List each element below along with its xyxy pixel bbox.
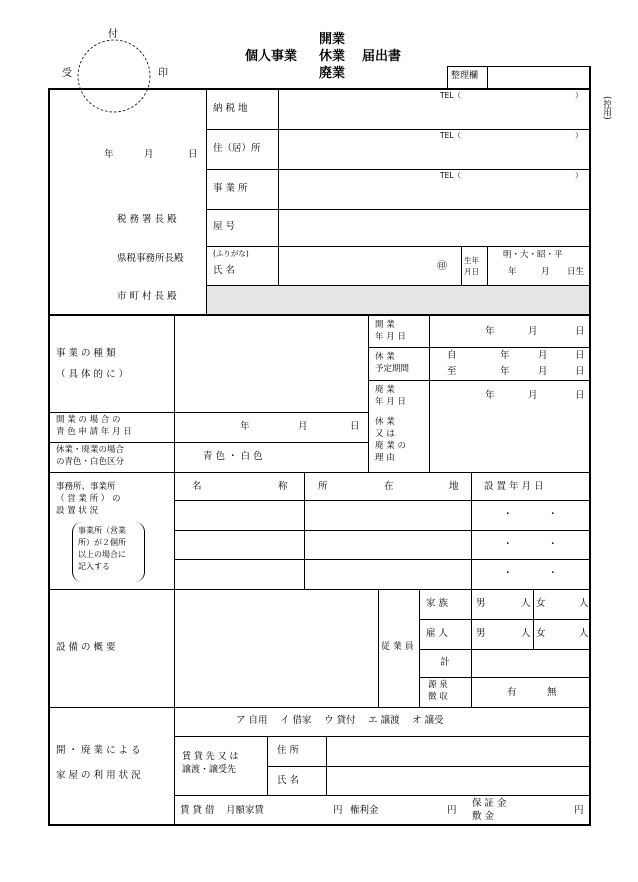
kaigyo-hi: 日	[575, 326, 585, 337]
yago-label: 屋 号	[213, 221, 236, 232]
aoiro-label-1: 開 業 の 場 合 の	[56, 415, 121, 425]
seinen-2: 月日	[464, 267, 479, 276]
kaoku-options: ア 自用 イ 借家 ウ 貸付 エ 譲渡 オ 譲受	[236, 715, 444, 726]
office-header-zai: 在	[384, 481, 394, 492]
title-todoke: 届出書	[362, 49, 402, 64]
shimei-label: 氏 名	[213, 265, 236, 276]
stamp-in: 印	[158, 68, 168, 79]
kenrikin-label: 権利金	[350, 805, 379, 816]
aoiro-hi: 日	[350, 421, 360, 432]
shikikin-label: 敷 金	[472, 811, 495, 822]
kyugyo-hi-2: 日	[575, 366, 585, 377]
title-kyugyou: 休業	[319, 49, 346, 64]
shurui-label: 事 業 の 種 類	[56, 348, 116, 359]
kubun-label-1: 休業・廃業の場合	[56, 445, 125, 455]
yatoi-onna-nin: 人	[579, 628, 589, 639]
office-header-mei: 名	[192, 481, 202, 492]
seal-mark: ㊞	[437, 261, 447, 272]
hoshokin-label: 保 証 金	[472, 798, 507, 809]
kazoku-label: 家 族	[426, 598, 449, 609]
gensen-nashi: 無	[547, 687, 557, 698]
kyugyo-tsuki-1: 月	[538, 350, 548, 361]
seinen-1: 生年	[464, 256, 479, 265]
tel-2: TEL（	[440, 131, 461, 140]
kei-label: 計	[440, 657, 450, 668]
kyugyo-label-1: 休 業	[375, 352, 395, 362]
kazoku-otoko-nin: 人	[521, 598, 531, 609]
office-label-2: （ 営 業 所 ） の	[56, 494, 121, 504]
gutaiteki-label: （ 具 体 的 に ）	[56, 369, 129, 380]
tel-3: TEL（	[440, 171, 461, 180]
gensen-ari: 有	[507, 687, 517, 698]
riyu-1: 休 業	[375, 417, 395, 427]
hoshokin-en: 円	[574, 805, 584, 816]
yatoi-label: 雇 人	[426, 628, 449, 639]
office-header-sho2: 所	[318, 481, 328, 492]
date-nen: 年	[104, 149, 114, 160]
kyugyo-nen-1: 年	[500, 350, 510, 361]
kaoku-label-2: 家 屋 の 利 用 状 況	[56, 770, 141, 781]
kazoku-otoko: 男	[476, 598, 486, 609]
title-haigyou: 廃業	[319, 66, 346, 81]
tel-2-close: ）	[575, 131, 583, 140]
office-note-2: 所）が２個所	[78, 538, 126, 547]
jigyosho-label: 事 業 所	[213, 183, 248, 194]
kyugyo-tsuki-2: 月	[538, 366, 548, 377]
jugyoin-label: 従 業 員	[381, 642, 414, 652]
kaigyo-tsuki: 月	[528, 326, 538, 337]
tel-1: TEL（	[440, 91, 461, 100]
tel-3-close: ）	[575, 171, 583, 180]
yatoi-otoko-nin: 人	[521, 628, 531, 639]
aoiro-nen: 年	[240, 421, 250, 432]
kyugyo-hi-1: 日	[575, 350, 585, 361]
era-label: 明・大・昭・平	[503, 250, 563, 260]
title-kojin: 個人事業	[245, 49, 298, 64]
riyu-3: 廃 業 の	[375, 441, 406, 451]
gray-bottom-cell	[206, 285, 589, 315]
stamp-tsuke: 付	[108, 29, 118, 40]
kyugyo-label-2: 予定期間	[375, 364, 410, 374]
kubun-label-2: の青色・白色区分	[56, 457, 125, 467]
office-dot-3b: ・	[548, 568, 558, 579]
tel-1-close: ）	[575, 91, 583, 100]
chintai-label: 賃 貸 借	[180, 805, 215, 816]
haigyo-hi: 日	[575, 390, 585, 401]
stamp-uke: 受	[62, 68, 72, 79]
kaoku-shimei: 氏 名	[277, 775, 300, 786]
jusho-label: 住（居）所	[213, 143, 261, 154]
haigyo-tsuki: 月	[528, 390, 538, 401]
kazoku-onna: 女	[536, 598, 546, 609]
kaigyo-date-label-1: 開 業	[375, 320, 395, 330]
office-dot-3a: ・	[503, 568, 513, 579]
seiri-label: 整理欄	[451, 71, 479, 81]
office-note-4: 記入する	[78, 562, 110, 571]
kyugyo-made: 至	[447, 366, 457, 377]
kenzei-label: 県税事務所長殿	[117, 253, 184, 264]
birth-nen: 年	[508, 267, 517, 277]
birth-tsuki: 月	[541, 267, 550, 277]
kaoku-jusho: 住 所	[277, 745, 300, 756]
nozeichi-label: 納 税 地	[213, 103, 248, 114]
aoiro-label-2: 青 色 申 請 年 月 日	[56, 427, 132, 437]
yatoi-otoko: 男	[476, 628, 486, 639]
kyugyo-nen-2: 年	[500, 366, 510, 377]
gensen-1: 源 泉	[428, 680, 448, 690]
gensen-2: 徴 収	[428, 692, 448, 702]
kenrikin-en: 円	[447, 805, 457, 816]
date-hi: 日	[188, 149, 198, 160]
office-dot-2b: ・	[548, 539, 558, 550]
office-note-1: 事業所（営業	[78, 526, 126, 535]
tsukigaku-label: 月額家賃	[226, 805, 265, 816]
yatoi-onna: 女	[536, 628, 546, 639]
haigyo-nen: 年	[485, 390, 495, 401]
office-header-chi: 地	[449, 481, 459, 492]
haigyo-date-label-2: 年 月 日	[375, 397, 406, 407]
title-kaigyou: 開業	[319, 32, 346, 47]
riyu-4: 理 由	[375, 453, 395, 463]
haigyo-date-label-1: 廃 業	[375, 385, 395, 395]
aoiro-tsuki: 月	[298, 421, 308, 432]
kashinushi-1: 賃 貸 先 又 は	[182, 752, 239, 762]
office-dot-2a: ・	[503, 539, 513, 550]
office-label-1: 事務所、事業所	[56, 482, 116, 492]
kashinushi-2: 譲渡・譲受先	[182, 765, 237, 775]
office-dot-1b: ・	[548, 509, 558, 520]
office-header-date: 設 置 年 月 日	[484, 481, 544, 492]
yachin-en: 円	[333, 805, 343, 816]
kaigyo-nen: 年	[485, 326, 495, 337]
zeimusho-label: 税 務 署 長 殿	[117, 214, 177, 225]
kyugyo-kara: 自	[447, 350, 457, 361]
hikae-label: (控用)	[601, 96, 612, 120]
birth-hi: 日生	[567, 267, 585, 277]
riyu-2: 又 は	[375, 429, 395, 439]
office-label-3: 設 置 状 況	[56, 506, 99, 516]
date-tsuki: 月	[144, 149, 154, 160]
furigana-label: (ふりがな)	[213, 249, 249, 258]
shichoson-label: 市 町 村 長 殿	[117, 291, 177, 302]
kaigyo-date-label-2: 年 月 日	[375, 332, 406, 342]
reception-stamp-circle	[76, 38, 152, 114]
office-dot-1a: ・	[503, 509, 513, 520]
office-note-3: 以上の場合に	[78, 550, 126, 559]
aoiro-shiroiro: 青 色 ・ 白 色	[203, 451, 263, 462]
setsubi-label: 設 備 の 概 要	[56, 642, 116, 653]
kazoku-onna-nin: 人	[579, 598, 589, 609]
kaoku-label-1: 開 ・ 廃 業 に よ る	[56, 745, 141, 756]
office-header-sho: 称	[278, 481, 288, 492]
